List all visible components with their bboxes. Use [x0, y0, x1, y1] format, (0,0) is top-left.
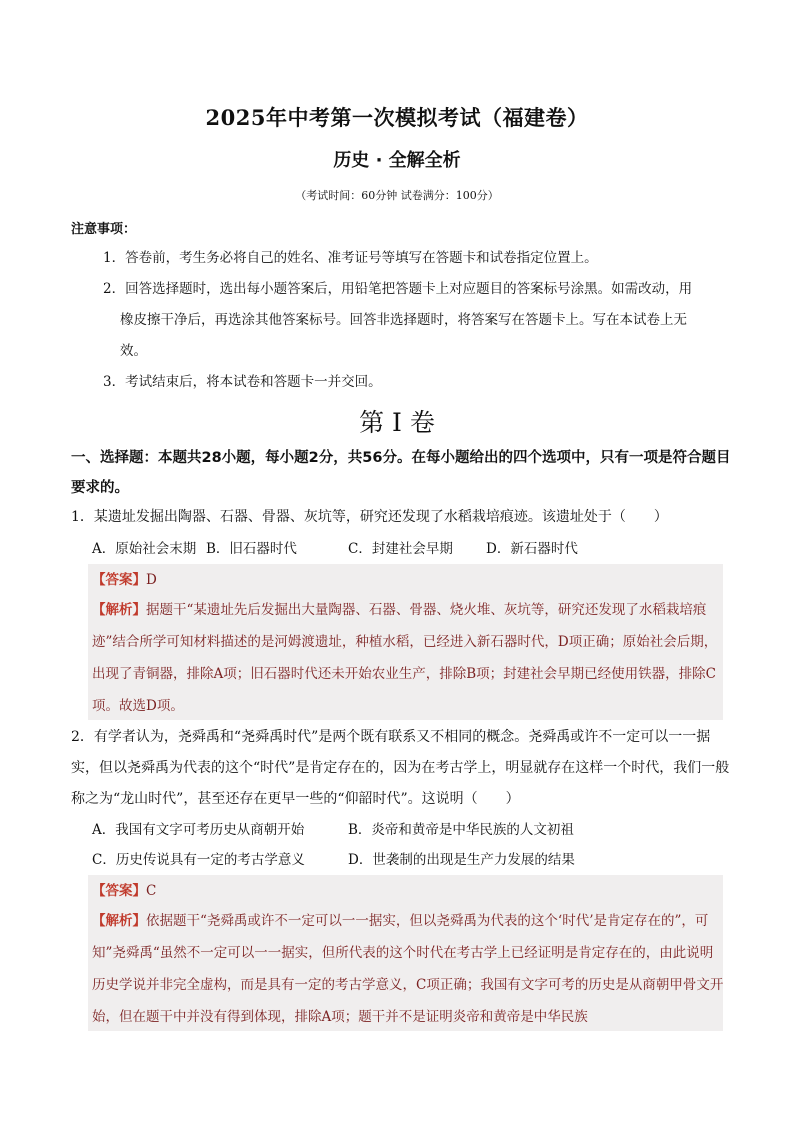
page-subtitle: 历史 · 全解全析	[333, 150, 461, 171]
option-b: B．旧石器时代	[206, 541, 297, 557]
option-d: D．新石器时代	[486, 541, 578, 557]
question-1-stem: 1．某遗址发掘出陶器、石器、骨器、灰坑等，研究还发现了水稻栽培痕迹。该遗址处于（ ）	[71, 509, 668, 525]
analysis-text: 据题干“某遗址先后发掘出大量陶器、石器、骨器、烧火堆、灰坑等，研究还发现了水稻栽培痕迹”结合所学可知材料描述的是河姆渡遗址，种植水稻，已经进入新石器时代，D项正确；原始社会后期，出现了青铜器，排除A项；旧石器时代还未开始农业生产，排除B项；封建社会早期已经使用铁器，排除C项。故选D项。	[92, 602, 718, 714]
question-2-answer	[92, 875, 724, 907]
question-2-options-row-1	[92, 815, 732, 845]
question-2-options-row-2	[92, 845, 732, 875]
answer-tag: 【答案】	[92, 572, 146, 588]
volume-title: 第 I 卷	[359, 408, 435, 437]
option-d: D．世袭制的出现是生产力发展的结果	[348, 852, 575, 868]
analysis-tag: 【解析】	[92, 602, 146, 618]
answer-value: C	[146, 883, 157, 899]
option-c: C．封建社会早期	[348, 541, 453, 557]
question-2-stem: 2．有学者认为，尧舜禹和“尧舜禹时代”是两个既有联系又不相同的概念。尧舜禹或许不一定可以一一据实，但以尧舜禹为代表的这个“时代”是肯定存在的，因为在考古学上，明显就存在这样一个时代，我们一般称之为“龙山时代”，甚至还存在更早一些的“仰韶时代”。这说明（ ）	[71, 729, 730, 807]
option-b: B．炎帝和黄帝是中华民族的人文初祖	[348, 822, 574, 838]
question-1-answer-box	[88, 564, 723, 720]
option-a: A．原始社会末期	[92, 541, 197, 557]
option-c: C．历史传说具有一定的考古学意义	[92, 852, 305, 868]
section-heading: 一、选择题：本题共28小题，每小题2分，共56分。在每小题给出的四个选项中，只有一项是符合题目要求的。	[71, 450, 731, 496]
option-a: A．我国有文字可考历史从商朝开始	[92, 822, 305, 838]
notice-item-2: 2．回答选择题时，选出每小题答案后，用铅笔把答题卡上对应题目的答案标号涂黑。如需改动，用	[103, 281, 693, 297]
question-2-analysis	[92, 905, 724, 1033]
answer-tag: 【答案】	[92, 883, 146, 899]
notice-item-3: 3．考试结束后，将本试卷和答题卡一并交回。	[103, 374, 382, 390]
question-1-options	[92, 534, 732, 564]
notice-item-1: 1．答卷前，考生务必将自己的姓名、准考证号等填写在答题卡和试卷指定位置上。	[103, 250, 598, 266]
notice-item-2-end: 效。	[120, 343, 147, 359]
question-2-answer-box	[88, 875, 723, 1031]
analysis-text: 依据题干“尧舜禹或许不一定可以一一据实，但以尧舜禹为代表的这个‘时代’是肯定存在的”，可知”尧舜禹“虽然不一定可以一一据实，但所代表的这个时代在考古学上已经证明是肯定存在的，由此说明历史学说并非完全虚构，而是具有一定的考古学意义，C项正确；我国有文字可考的历史是从商朝甲骨文开始，但在题干中并没有得到体现，排除A项；题干并不是证明炎帝和黄帝是中华民族	[92, 913, 724, 1025]
answer-value: D	[146, 572, 157, 588]
question-1-answer	[92, 564, 724, 596]
page-title: 2025年中考第一次模拟考试（福建卷）	[205, 105, 589, 130]
analysis-tag: 【解析】	[92, 913, 146, 929]
notice-item-2-cont: 橡皮擦干净后，再选涂其他答案标号。回答非选择题时，将答案写在答题卡上。写在本试卷上无	[120, 312, 687, 328]
exam-info: （考试时间：60分钟 试卷满分：100分）	[295, 189, 499, 202]
question-1-analysis	[92, 594, 724, 722]
notice-heading: 注意事项：	[71, 222, 137, 237]
